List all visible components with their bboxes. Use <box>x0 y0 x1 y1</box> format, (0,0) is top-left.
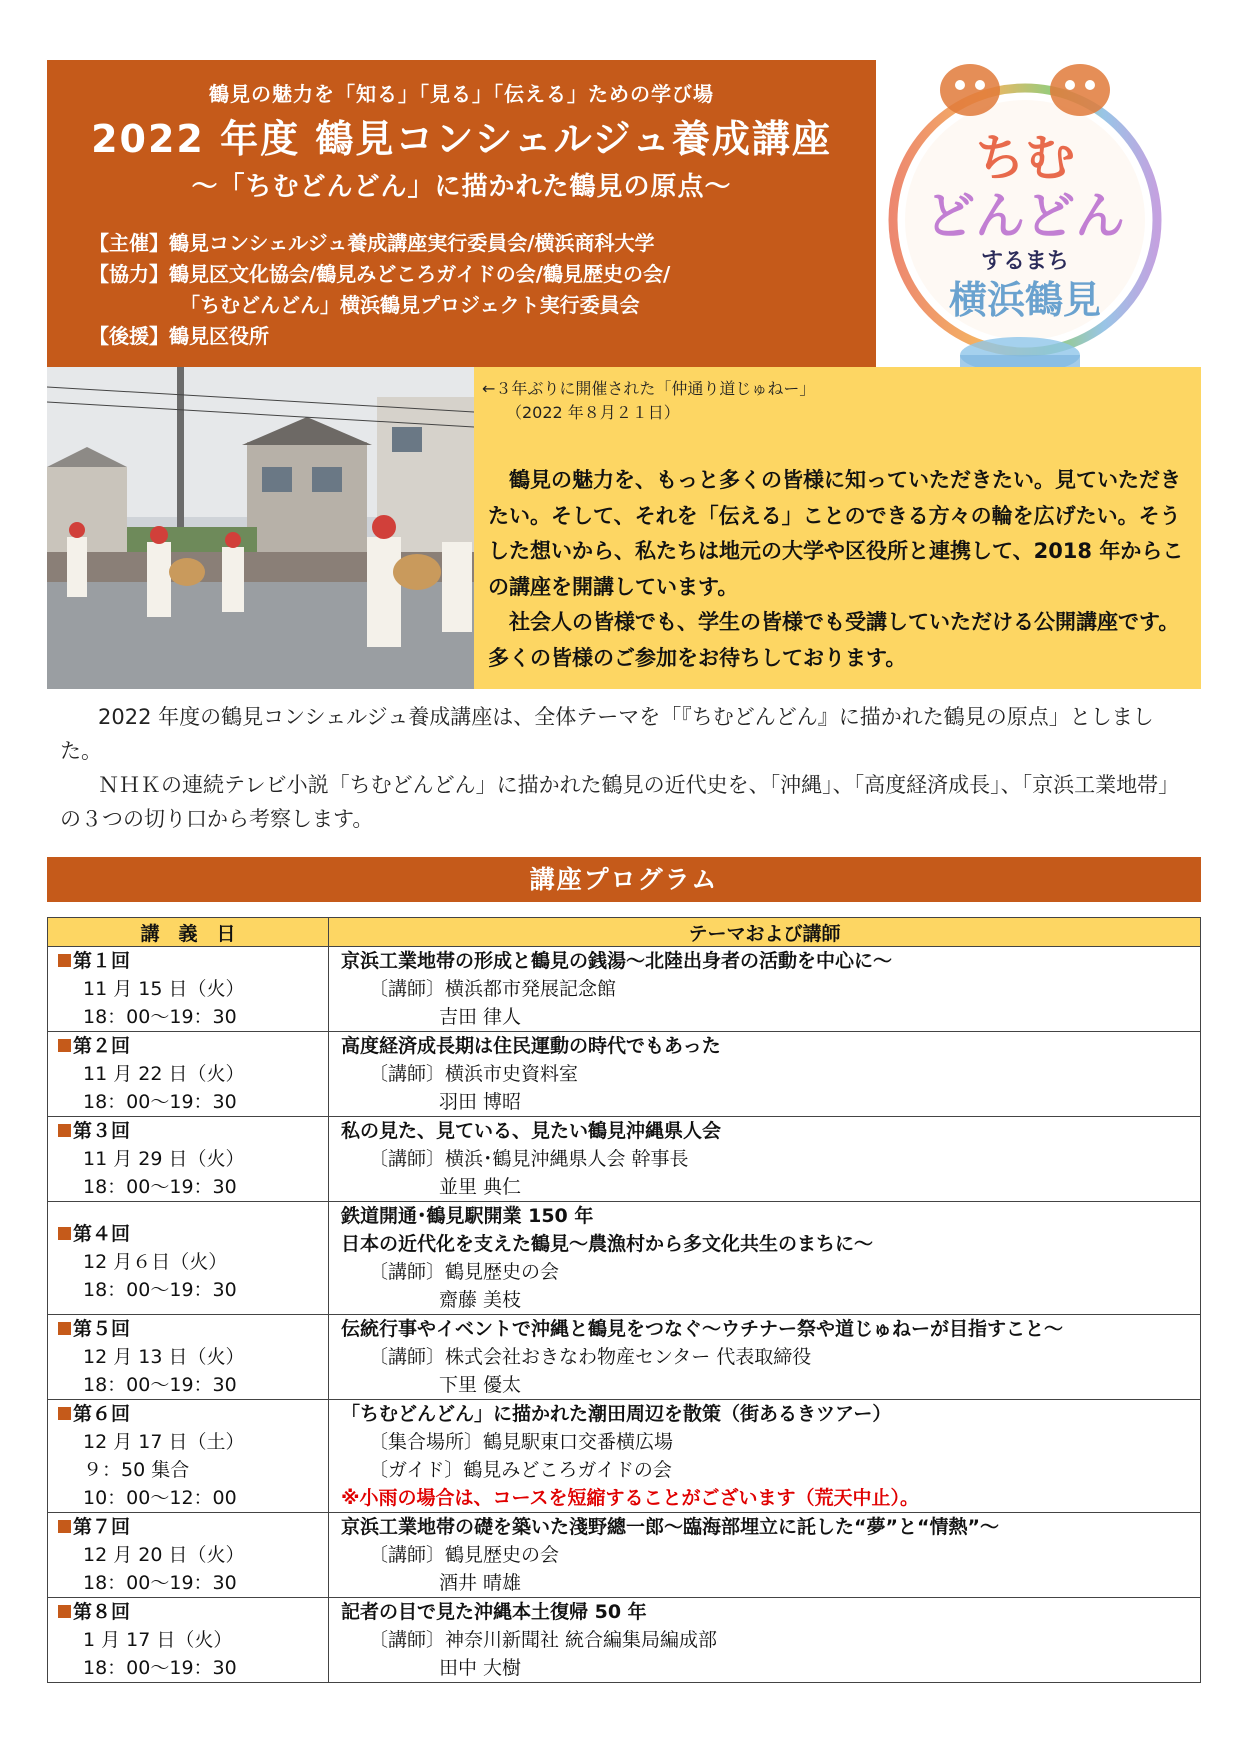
table-row <box>48 947 1201 1032</box>
session-guide: 〔ガイド〕鶴見みどころガイドの会 <box>369 1459 672 1481</box>
session-date-cell <box>48 1598 329 1683</box>
session-date-cell <box>48 1117 329 1202</box>
session-theme-cell <box>329 1117 1201 1202</box>
support: 【後援】鶴見区役所 <box>89 324 269 348</box>
session-lecturer-org: 〔講師〕横浜市史資料室 <box>369 1063 579 1085</box>
header-theme: ～「ちむどんどん」に描かれた鶴見の原点～ <box>191 172 732 202</box>
table-row <box>48 1117 1201 1202</box>
session-theme-cell <box>329 1202 1201 1315</box>
table-row <box>48 1032 1201 1117</box>
session-time: 18：00～19：30 <box>83 1091 237 1113</box>
session-title: 私の見た、見ている、見たい鶴見沖縄県人会 <box>341 1120 722 1142</box>
session-time: 18：00～19：30 <box>83 1657 237 1679</box>
square-bullet-icon <box>58 1039 71 1052</box>
photo-caption-line-2: （2022 年８月２１日） <box>506 403 680 422</box>
session-theme-cell <box>329 1315 1201 1400</box>
session-date-cell <box>48 947 329 1032</box>
table-header-row <box>48 918 1201 947</box>
square-bullet-icon <box>58 1520 71 1533</box>
table-row <box>48 1400 1201 1513</box>
session-date: 12 月 20 日（火） <box>83 1544 245 1566</box>
overview-paragraph-2: ＮＨＫの連続テレビ小説「ちむどんどん」に描かれた鶴見の近代史を、「沖縄」、「高度経済成長」、「京浜工業地帯」の３つの切り口から考察します。 <box>60 773 1180 831</box>
session-date: 11 月 29 日（火） <box>83 1148 245 1170</box>
session-theme-cell <box>329 1598 1201 1683</box>
cooperation-line-1: 【協力】鶴見区文化協会/鶴見みどころガイドの会/鶴見歴史の会/ <box>89 262 671 286</box>
cooperation-line-2: 「ちむどんどん」横浜鶴見プロジェクト実行委員会 <box>180 293 640 317</box>
square-bullet-icon <box>58 1227 71 1240</box>
session-time: 18：00～19：30 <box>83 1006 237 1028</box>
session-label: 第６回 <box>48 1400 328 1428</box>
overview <box>60 700 1195 836</box>
session-meeting-place: 〔集合場所〕鶴見駅東口交番横広場 <box>369 1431 674 1453</box>
table-row <box>48 1513 1201 1598</box>
session-lecturer-org: 〔講師〕横浜･鶴見沖縄県人会 幹事長 <box>369 1148 689 1170</box>
page-title: 2022 年度 鶴見コンシェルジュ養成講座 <box>91 117 832 161</box>
session-date: 11 月 15 日（火） <box>83 978 245 1000</box>
intro-text <box>488 463 1188 676</box>
session-date-cell <box>48 1513 329 1598</box>
session-title: 鉄道開通･鶴見駅開業 150 年 <box>341 1205 594 1227</box>
session-lecturer-org: 〔講師〕神奈川新聞社 統合編集局編成部 <box>369 1629 718 1651</box>
session-label: 第７回 <box>48 1513 328 1541</box>
session-meet-time: ９：50 集合 <box>83 1459 190 1481</box>
session-time: 18：00～19：30 <box>83 1572 237 1594</box>
overview-paragraph-1: 2022 年度の鶴見コンシェルジュ養成講座は、全体テーマを「『ちむどんどん』に描かれた鶴見の原点」としました。 <box>60 705 1154 763</box>
session-lecturer-name: 齋藤 美枝 <box>439 1289 522 1311</box>
session-title: 高度経済成長期は住民運動の時代でもあった <box>341 1035 721 1057</box>
session-title-2: 日本の近代化を支えた鶴見～農漁村から多文化共生のまちに～ <box>341 1233 874 1255</box>
session-date-cell <box>48 1032 329 1117</box>
header-banner <box>47 60 876 367</box>
session-lecturer-name: 田中 大樹 <box>439 1657 522 1679</box>
session-lecturer-name: 吉田 律人 <box>439 1006 522 1028</box>
session-theme-cell <box>329 1513 1201 1598</box>
square-bullet-icon <box>58 954 71 967</box>
photo-caption <box>482 377 815 425</box>
session-time: 10：00～12：00 <box>83 1487 237 1509</box>
session-title: 伝統行事やイベントで沖縄と鶴見をつなぐ～ウチナー祭や道じゅねーが目指すこと～ <box>341 1318 1064 1340</box>
session-date-cell <box>48 1315 329 1400</box>
session-lecturer-org: 〔講師〕鶴見歴史の会 <box>369 1544 560 1566</box>
program-banner: 講座プログラム <box>47 857 1201 902</box>
session-date: 12 月６日（火） <box>83 1251 228 1273</box>
session-label: 第８回 <box>48 1598 328 1626</box>
square-bullet-icon <box>58 1407 71 1420</box>
square-bullet-icon <box>58 1605 71 1618</box>
intro-paragraph-1: 鶴見の魅力を、もっと多くの皆様に知っていただきたい。見ていただきたい。そして、それを「伝える」ことのできる方々の輪を広げたい。そうした想いから、私たちは地元の大学や区役所と連携して、2018 年からこの講座を開講しています。 <box>488 468 1184 599</box>
session-lecturer-name: 下里 優太 <box>439 1374 522 1396</box>
logo-line-3: するまち <box>980 249 1070 274</box>
session-date: 11 月 22 日（火） <box>83 1063 245 1085</box>
session-title: 「ちむどんどん」に描かれた潮田周辺を散策（街あるきツアー） <box>341 1403 892 1425</box>
organizer: 【主催】鶴見コンシェルジュ養成講座実行委員会/横浜商科大学 <box>89 231 655 255</box>
session-time: 18：00～19：30 <box>83 1374 237 1396</box>
table-row <box>48 1598 1201 1683</box>
session-label: 第５回 <box>48 1315 328 1343</box>
session-date: 12 月 17 日（土） <box>83 1431 245 1453</box>
session-date: 1 月 17 日（火） <box>83 1629 233 1651</box>
session-date: 12 月 13 日（火） <box>83 1346 245 1368</box>
session-theme-cell <box>329 1400 1201 1513</box>
header-subtitle: 鶴見の魅力を「知る」「見る」「伝える」ための学び場 <box>209 82 714 106</box>
session-time: 18：00～19：30 <box>83 1279 237 1301</box>
session-title: 京浜工業地帯の形成と鶴見の銭湯～北陸出身者の活動を中心に～ <box>341 950 893 972</box>
session-lecturer-name: 並里 典仁 <box>439 1176 522 1198</box>
photo-caption-line-1: ←３年ぶりに開催された「仲通り道じゅねー」 <box>482 379 816 398</box>
square-bullet-icon <box>58 1322 71 1335</box>
logo-line-1: ちむ <box>975 129 1075 187</box>
logo-line-4: 横浜鶴見 <box>948 278 1102 322</box>
festival-photo <box>47 367 474 689</box>
logo-line-2: どんどん <box>925 187 1125 245</box>
program-table <box>47 917 1201 1683</box>
session-theme-cell <box>329 1032 1201 1117</box>
credits <box>89 228 670 352</box>
session-title: 記者の目で見た沖縄本土復帰 50 年 <box>341 1601 647 1623</box>
session-theme-cell <box>329 947 1201 1032</box>
session-title: 京浜工業地帯の礎を築いた淺野總一郎～臨海部埋立に託した“夢”と“情熱”～ <box>341 1516 999 1538</box>
table-row <box>48 1315 1201 1400</box>
session-label: 第１回 <box>48 947 328 975</box>
session-label: 第４回 <box>48 1220 328 1248</box>
session-lecturer-org: 〔講師〕鶴見歴史の会 <box>369 1261 560 1283</box>
session-date-cell <box>48 1202 329 1315</box>
session-lecturer-org: 〔講師〕株式会社おきなわ物産センター 代表取締役 <box>369 1346 812 1368</box>
column-header-theme: テーマおよび講師 <box>329 918 1201 947</box>
intro-paragraph-2: 社会人の皆様でも、学生の皆様でも受講していただける公開講座です。多くの皆様のご参加をお待ちしております。 <box>488 610 1180 670</box>
table-row <box>48 1202 1201 1315</box>
session-lecturer-name: 羽田 博昭 <box>439 1091 522 1113</box>
session-label: 第３回 <box>48 1117 328 1145</box>
session-lecturer-org: 〔講師〕横浜都市発展記念館 <box>369 978 617 1000</box>
session-date-cell <box>48 1400 329 1513</box>
session-lecturer-name: 酒井 晴雄 <box>439 1572 522 1594</box>
intro-panel <box>474 367 1201 689</box>
session-time: 18：00～19：30 <box>83 1176 237 1198</box>
column-header-date: 講 義 日 <box>48 918 329 947</box>
rain-warning: ※小雨の場合は、コースを短縮することがございます（荒天中止）。 <box>341 1487 920 1509</box>
square-bullet-icon <box>58 1124 71 1137</box>
session-label: 第２回 <box>48 1032 328 1060</box>
